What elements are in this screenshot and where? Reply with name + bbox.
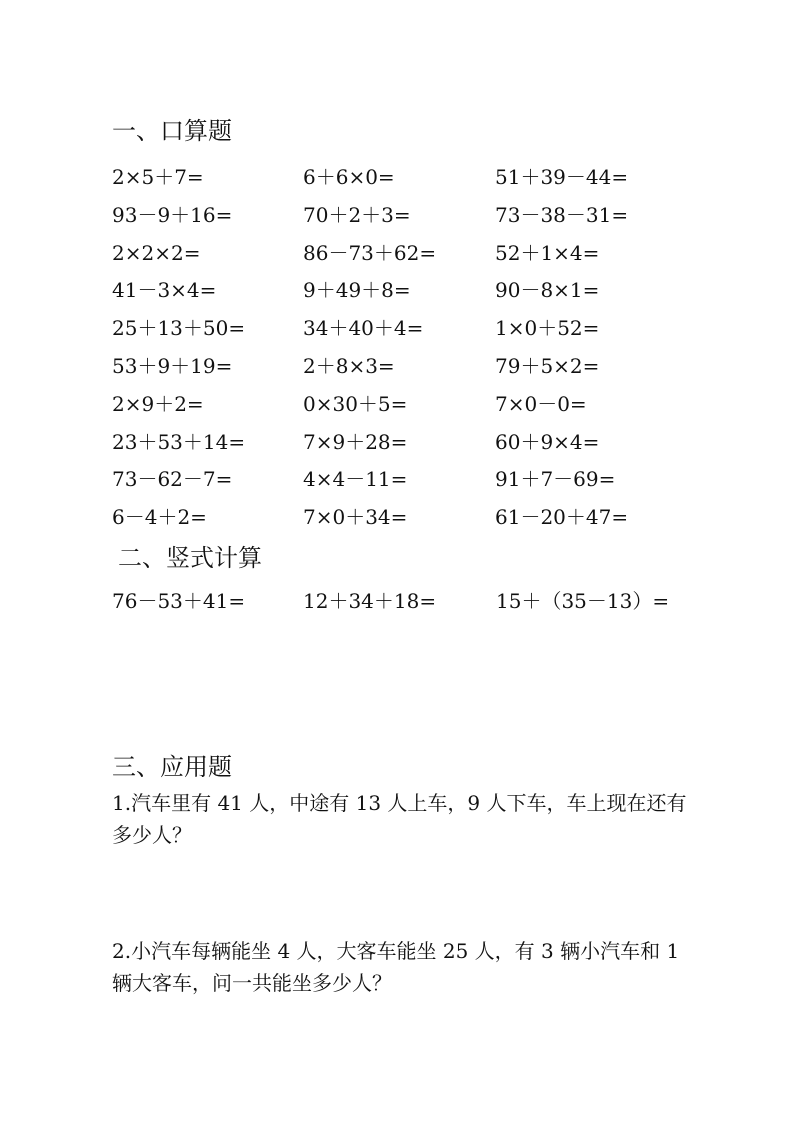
oral-row (112, 462, 672, 500)
oral-problem: 25＋13＋50= (112, 316, 246, 341)
oral-row (112, 236, 672, 274)
oral-row (112, 273, 672, 311)
section-vertical-title: 二、竖式计算 (118, 544, 262, 572)
section-application-title: 三、应用题 (112, 753, 232, 781)
oral-row (112, 425, 672, 463)
word-problem: 2.小汽车每辆能坐 4 人，大客车能坐 25 人，有 3 辆小汽车和 1 辆大客车，问一共能坐多少人？ (112, 939, 680, 995)
oral-row (112, 500, 672, 538)
oral-problem: 41－3×4= (112, 278, 217, 303)
oral-problem: 2×2×2= (112, 240, 201, 265)
oral-problem: 7×0＋34= (303, 505, 408, 530)
vertical-problem: 12＋34＋18= (303, 589, 437, 613)
oral-problem: 53＋9＋19= (112, 353, 233, 378)
oral-problem: 6－4＋2= (112, 505, 207, 530)
oral-problem: 7×9＋28= (303, 429, 408, 454)
oral-problem: 70＋2＋3= (303, 202, 411, 227)
oral-problem: 2×9＋2= (112, 391, 204, 416)
oral-problem: 2＋8×3= (303, 353, 395, 378)
oral-problem: 7×0－0= (495, 391, 587, 416)
oral-problem: 93－9＋16= (112, 202, 233, 227)
oral-problem: 6＋6×0= (303, 165, 395, 189)
oral-problem: 9＋49＋8= (303, 278, 411, 303)
oral-problem: 23＋53＋14= (112, 429, 246, 454)
oral-problem: 73－38－31= (495, 202, 629, 227)
oral-problem: 79＋5×2= (495, 353, 600, 378)
oral-problem: 86－73＋62= (303, 240, 437, 265)
oral-row (112, 198, 672, 236)
oral-problem: 1×0＋52= (495, 316, 600, 341)
oral-problem: 61－20＋47= (495, 505, 629, 530)
oral-problem: 34＋40＋4= (303, 316, 424, 341)
oral-problem: 73－62－7= (112, 467, 233, 492)
oral-calculation-grid (112, 160, 672, 538)
section-oral-title: 一、口算题 (112, 117, 232, 145)
vertical-problem: 15＋（35－13）= (496, 589, 670, 613)
vertical-problem: 76－53＋41= (112, 589, 246, 613)
oral-problem: 91＋7－69= (495, 467, 616, 492)
oral-problem: 60＋9×4= (495, 429, 600, 454)
vertical-calculation-row (112, 584, 712, 618)
word-problem: 1.汽车里有 41 人，中途有 13 人上车，9 人下车，车上现在还有多少人？ (112, 791, 687, 847)
oral-row (112, 387, 672, 425)
oral-problem: 2×5＋7= (112, 165, 204, 189)
oral-problem: 51＋39－44= (495, 165, 629, 189)
oral-row (112, 160, 672, 198)
oral-problem: 52＋1×4= (495, 240, 600, 265)
oral-row (112, 349, 672, 387)
oral-problem: 4×4－11= (303, 467, 408, 492)
oral-problem: 90－8×1= (495, 278, 600, 303)
oral-problem: 0×30＋5= (303, 391, 408, 416)
oral-row (112, 311, 672, 349)
